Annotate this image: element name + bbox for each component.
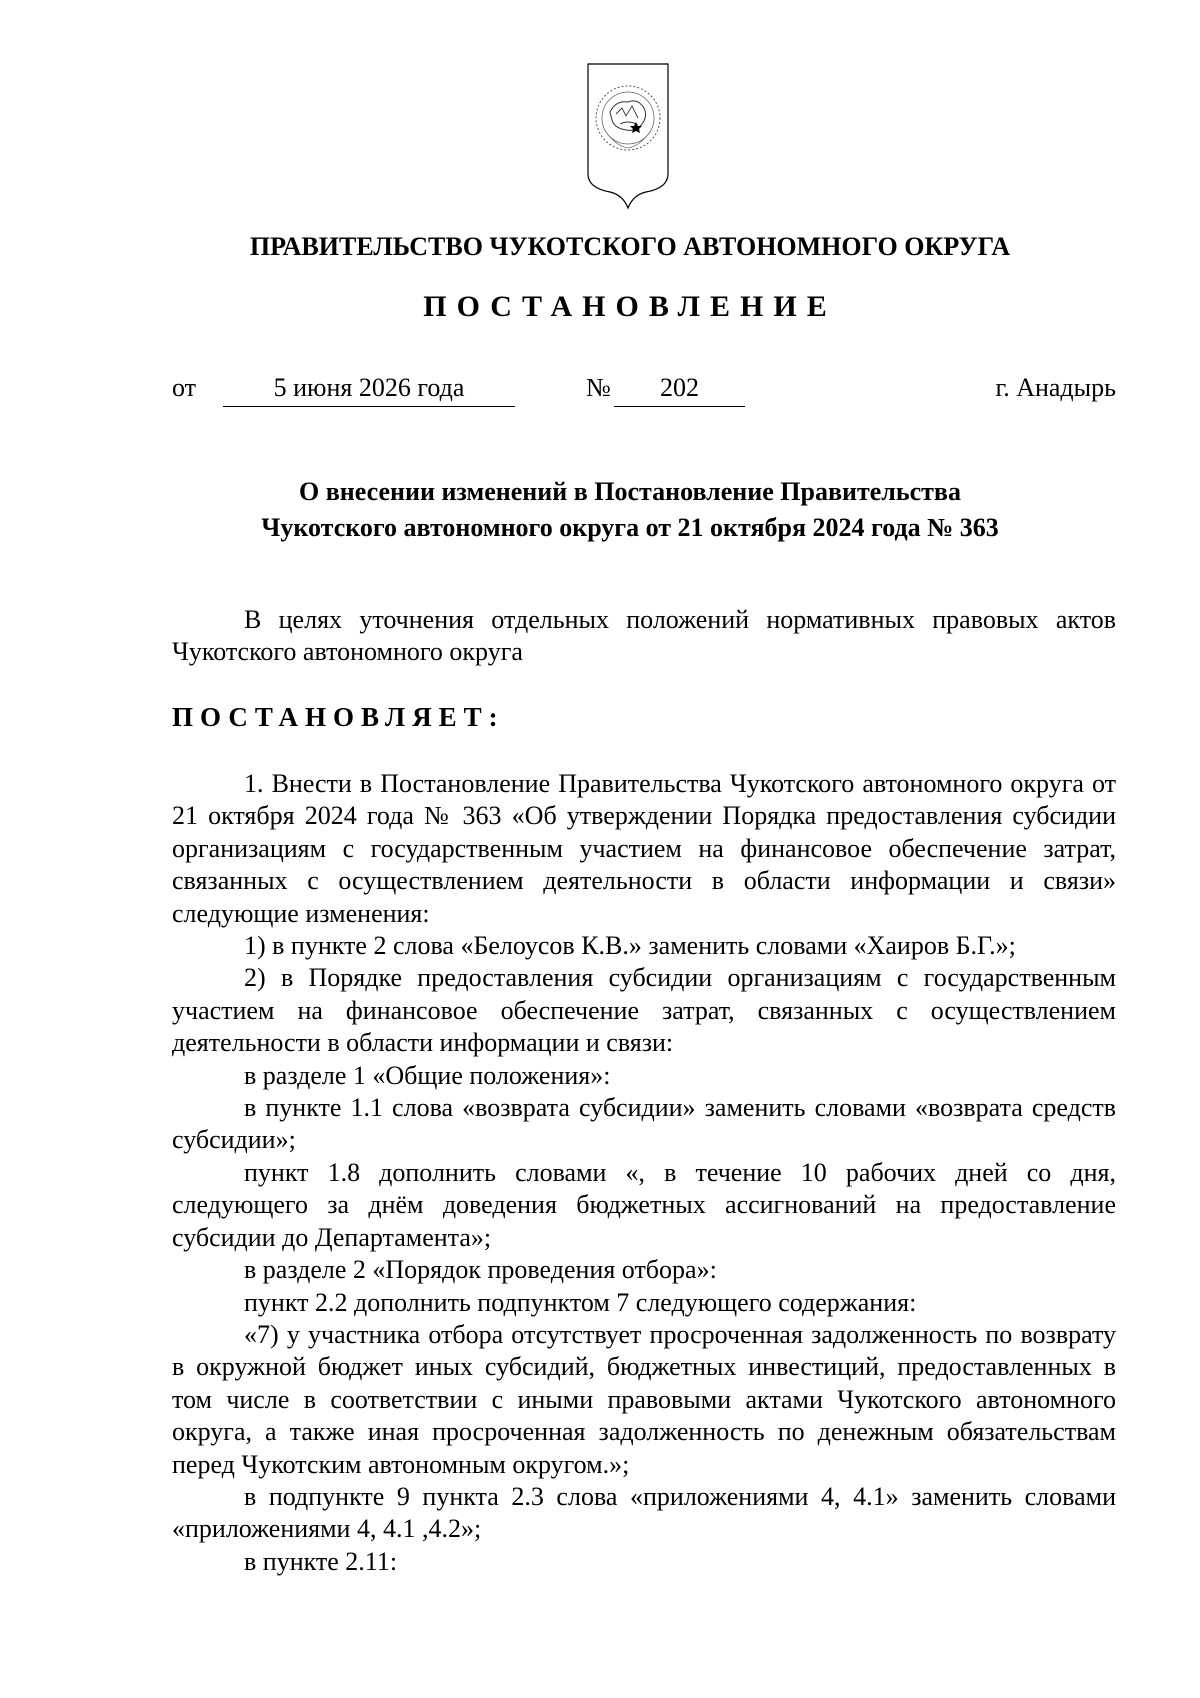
- body-paragraph: пункт 1.8 дополнить словами «, в течение 10 рабочих дней со дня, следующего за днём доведения бюджетных ассигнований на предоставление субсидии до Департамента»;: [172, 1157, 1116, 1252]
- intro-paragraph: В целях уточнения отдельных положений нормативных правовых актов Чукотского автономного округа: [172, 605, 1116, 667]
- resolves-heading: ПОСТАНОВЛЯЕТ:: [172, 702, 505, 732]
- body-paragraph: 1) в пункте 2 слова «Белоусов К.В.» заменить словами «Хаиров Б.Г.»;: [244, 931, 1016, 961]
- subject-line: Чукотского автономного округа от 21 октября 2024 года № 363: [261, 513, 999, 542]
- body-paragraph: в подпункте 9 пункта 2.3 слова «приложениями 4, 4.1» заменить словами «приложениями 4, 4.1 ,4.2»;: [172, 1481, 1116, 1544]
- coat-of-arms-icon: [586, 62, 670, 210]
- body-paragraph: в пункте 1.1 слова «возврата субсидии» заменить словами «возврата средств субсидии»;: [172, 1093, 1116, 1155]
- document-number: 202: [614, 372, 745, 407]
- date-label: от: [172, 373, 197, 402]
- document-city: г. Анадырь: [995, 373, 1116, 402]
- body-paragraph: в разделе 2 «Порядок проведения отбора»:: [244, 1255, 717, 1285]
- body-section: [172, 768, 1116, 1578]
- document-date: 5 июня 2026 года: [223, 372, 515, 407]
- subject-line: О внесении изменений в Постановление Правительства: [299, 477, 961, 506]
- body-paragraph: «7) у участника отбора отсутствует просроченная задолженность по возврату в окружной бюджет иных субсидий, бюджетных инвестиций, предоставленных в том числе в соответствии с иными правовыми актами Чукотского автономного округа, а также иная просроченная задолженность по денежным обязательствам перед Чукотским автономным округом.»;: [172, 1319, 1116, 1479]
- body-paragraph: пункт 2.2 дополнить подпунктом 7 следующего содержания:: [244, 1287, 917, 1317]
- document-type: ПОСТАНОВЛЕНИЕ: [423, 290, 837, 323]
- organization-name: ПРАВИТЕЛЬСТВО ЧУКОТСКОГО АВТОНОМНОГО ОКРУГА: [249, 232, 1011, 261]
- intro-section: [172, 604, 1116, 669]
- number-label: №: [586, 373, 611, 402]
- document-subject: [170, 474, 1090, 546]
- body-paragraph: 2) в Порядке предоставления субсидии организациям с государственным участием на финансовое обеспечение затрат, связанных с осуществлением деятельности в области информации и связи:: [172, 963, 1116, 1058]
- body-paragraph: 1. Внести в Постановление Правительства Чукотского автономного округа от 21 октября 2024 года № 363 «Об утверждении Порядка предоставления субсидии организациям с государственным участием на финансовое обеспечение затрат, связанных с осуществлением деятельности в области информации и связи» следующие изменения:: [172, 769, 1116, 928]
- body-paragraph: в разделе 1 «Общие положения»:: [244, 1060, 611, 1090]
- body-paragraph: в пункте 2.11:: [244, 1546, 398, 1576]
